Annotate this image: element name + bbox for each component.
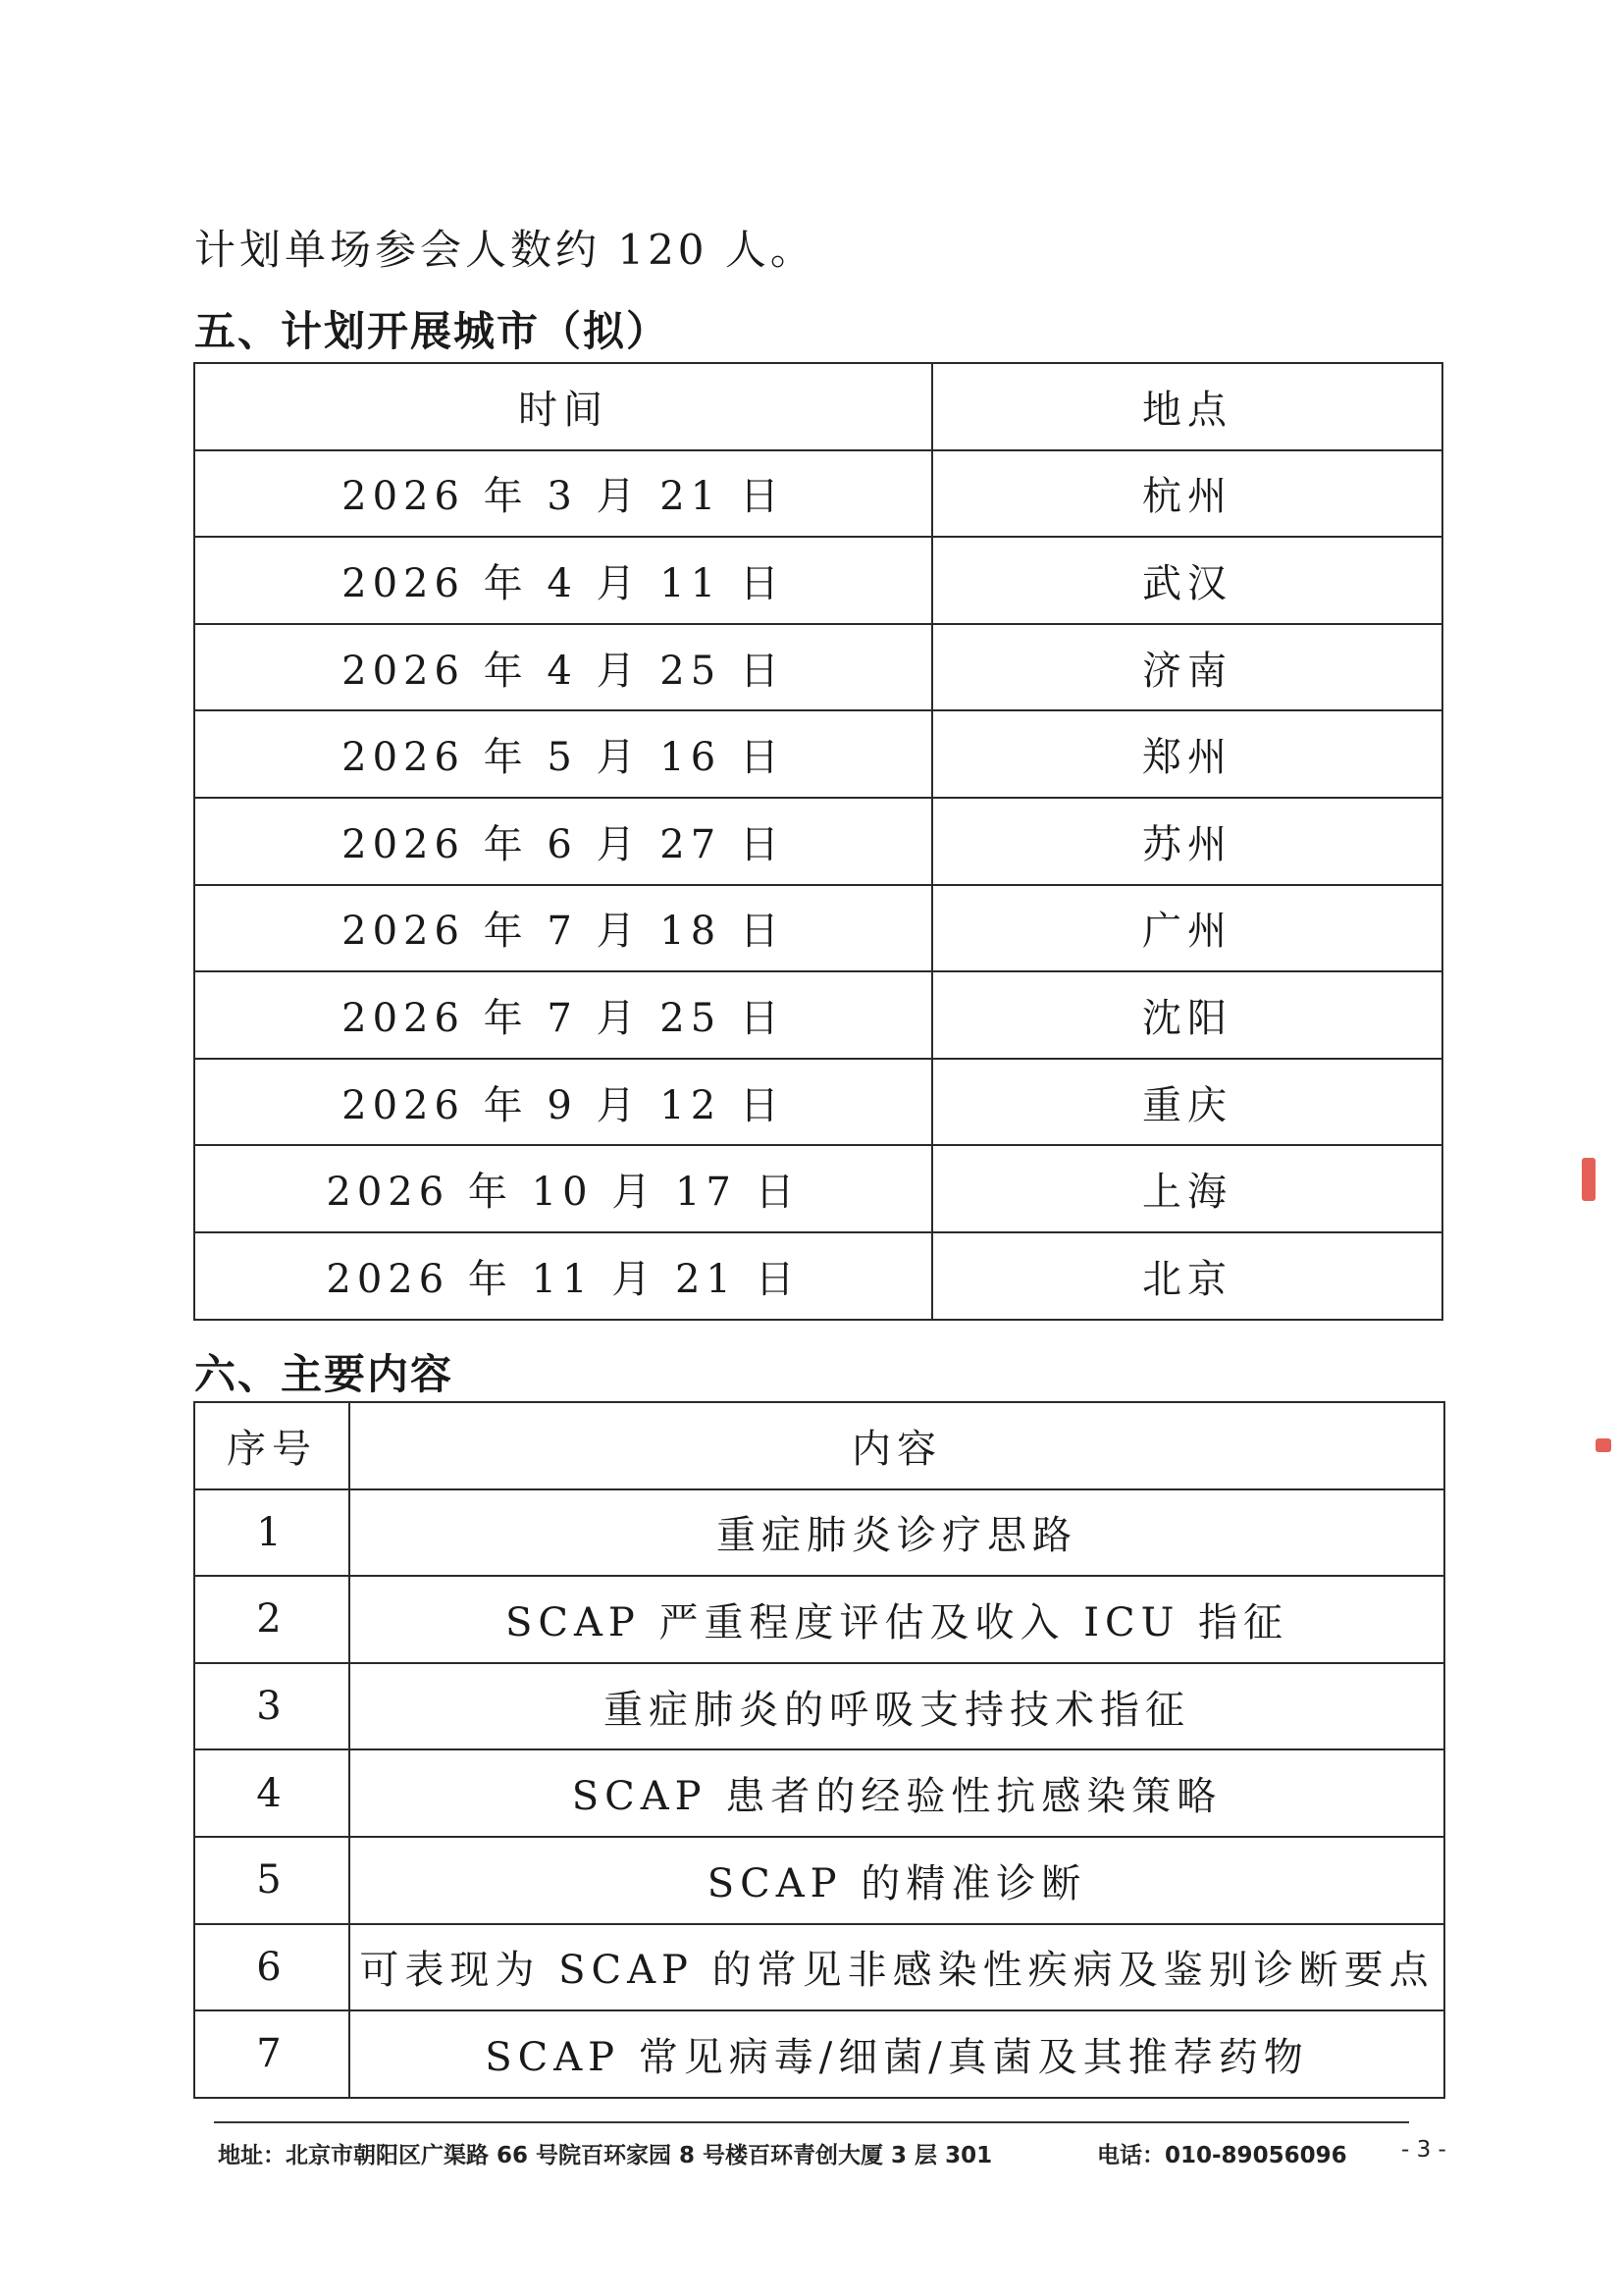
index-cell: 6 — [194, 1924, 349, 2011]
table-row — [194, 450, 1442, 538]
table-row — [194, 1749, 1444, 1837]
city-cell: 重庆 — [932, 1059, 1442, 1146]
date-cell: 2026 年 9 月 12 日 — [194, 1059, 932, 1146]
table-row — [194, 1663, 1444, 1750]
content-table — [193, 1401, 1445, 2099]
index-cell: 1 — [194, 1489, 349, 1577]
footer-phone: 电话：010-89056096 — [1097, 2143, 1347, 2168]
table-row — [194, 2010, 1444, 2098]
date-cell: 2026 年 10 月 17 日 — [194, 1145, 932, 1232]
content-cell: SCAP 严重程度评估及收入 ICU 指征 — [349, 1576, 1444, 1663]
table-row — [194, 1059, 1442, 1146]
table-row — [194, 885, 1442, 972]
header-time: 时间 — [194, 363, 932, 450]
city-cell: 武汉 — [932, 537, 1442, 624]
city-cell: 苏州 — [932, 798, 1442, 885]
table-row — [194, 1837, 1444, 1924]
index-cell: 2 — [194, 1576, 349, 1663]
intro-text: 计划单场参会人数约 120 人。 — [194, 226, 815, 274]
date-cell: 2026 年 6 月 27 日 — [194, 798, 932, 885]
footer-divider — [214, 2121, 1409, 2123]
table-row — [194, 1232, 1442, 1320]
city-cell: 郑州 — [932, 710, 1442, 798]
content-cell: 可表现为 SCAP 的常见非感染性疾病及鉴别诊断要点 — [349, 1924, 1444, 2011]
table-row — [194, 1576, 1444, 1663]
index-cell: 4 — [194, 1749, 349, 1837]
schedule-table — [193, 362, 1443, 1321]
index-cell: 7 — [194, 2010, 349, 2098]
table-header-row — [194, 363, 1442, 450]
footer-address: 地址：北京市朝阳区广渠路 66 号院百环家园 8 号楼百环青创大厦 3 层 301 — [218, 2143, 993, 2168]
city-cell: 上海 — [932, 1145, 1442, 1232]
seal-stamp-fragment — [1582, 1158, 1596, 1201]
city-cell: 沈阳 — [932, 971, 1442, 1059]
date-cell: 2026 年 7 月 25 日 — [194, 971, 932, 1059]
content-cell: 重症肺炎诊疗思路 — [349, 1489, 1444, 1577]
index-cell: 5 — [194, 1837, 349, 1924]
table-header-row — [194, 1402, 1444, 1489]
page-number: - 3 - — [1401, 2137, 1446, 2163]
table-row — [194, 798, 1442, 885]
table-row — [194, 1924, 1444, 2011]
date-cell: 2026 年 4 月 25 日 — [194, 624, 932, 711]
content-cell: SCAP 的精准诊断 — [349, 1837, 1444, 1924]
section-5-heading: 五、计划开展城市（拟） — [194, 307, 670, 355]
section-6-heading: 六、主要内容 — [194, 1350, 454, 1398]
header-index: 序号 — [194, 1402, 349, 1489]
table-row — [194, 971, 1442, 1059]
header-location: 地点 — [932, 363, 1442, 450]
content-cell: SCAP 患者的经验性抗感染策略 — [349, 1749, 1444, 1837]
date-cell: 2026 年 11 月 21 日 — [194, 1232, 932, 1320]
content-cell: SCAP 常见病毒/细菌/真菌及其推荐药物 — [349, 2010, 1444, 2098]
date-cell: 2026 年 3 月 21 日 — [194, 450, 932, 538]
city-cell: 杭州 — [932, 450, 1442, 538]
table-row — [194, 1145, 1442, 1232]
date-cell: 2026 年 5 月 16 日 — [194, 710, 932, 798]
table-row — [194, 710, 1442, 798]
city-cell: 北京 — [932, 1232, 1442, 1320]
content-cell: 重症肺炎的呼吸支持技术指征 — [349, 1663, 1444, 1750]
city-cell: 济南 — [932, 624, 1442, 711]
table-row — [194, 624, 1442, 711]
seal-stamp-fragment — [1596, 1438, 1611, 1452]
index-cell: 3 — [194, 1663, 349, 1750]
table-row — [194, 1489, 1444, 1577]
header-content: 内容 — [349, 1402, 1444, 1489]
date-cell: 2026 年 4 月 11 日 — [194, 537, 932, 624]
city-cell: 广州 — [932, 885, 1442, 972]
table-row — [194, 537, 1442, 624]
date-cell: 2026 年 7 月 18 日 — [194, 885, 932, 972]
